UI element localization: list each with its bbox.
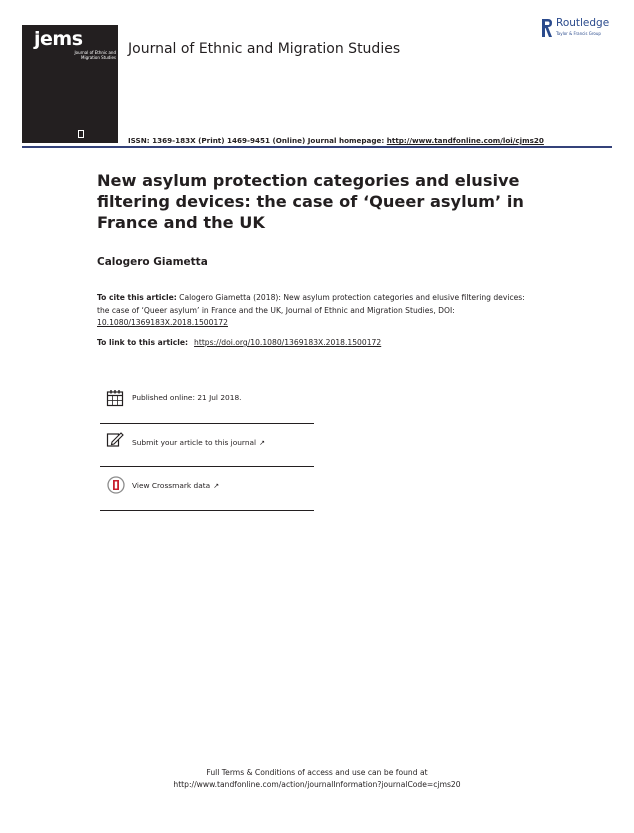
submit-article-label: Submit your article to this journal	[132, 438, 257, 447]
journal-homepage-link[interactable]: http://www.tandfonline.com/loi/cjms20	[386, 136, 544, 145]
crossmark-label: View Crossmark data	[132, 481, 211, 490]
header-rule	[22, 146, 612, 148]
calendar-icon	[106, 389, 124, 407]
divider	[100, 510, 314, 511]
link-line	[97, 338, 381, 347]
edit-icon	[106, 431, 124, 449]
terms-url[interactable]: http://www.tandfonline.com/action/journalInformation?journalCode=cjms20	[173, 780, 461, 789]
cite-label: To cite this article:	[97, 293, 177, 302]
routledge-logo-icon	[540, 17, 554, 39]
doi-link[interactable]: 10.1080/1369183X.2018.1500172	[97, 318, 228, 327]
external-link-icon: ↗	[213, 482, 220, 490]
link-label: To link to this article:	[97, 338, 189, 347]
crossmark-link[interactable]	[132, 481, 219, 490]
published-date: Published online: 21 Jul 2018.	[132, 393, 242, 402]
cover-logo: jems	[34, 28, 83, 50]
divider	[100, 466, 314, 467]
article-title: New asylum protection categories and elusive filtering devices: the case of ‘Queer asylum’ in France and the UK	[97, 171, 524, 232]
terms-text: Full Terms & Conditions of access and use can be found at	[206, 768, 428, 777]
article-url-link[interactable]: https://doi.org/10.1080/1369183X.2018.1500172	[194, 338, 382, 347]
external-link-icon: ↗	[259, 439, 265, 447]
cite-text: Calogero Giametta (2018): New asylum protection categories and elusive filtering devices: the case of ‘Queer asylum’ in France and the UK, Journal of Ethnic and Migration Studies, DOI:	[97, 293, 525, 315]
issn-line	[128, 136, 544, 145]
article-author: Calogero Giametta	[97, 256, 208, 268]
publisher-tagline: Taylor & Francis Group	[556, 31, 601, 36]
divider	[100, 423, 314, 424]
issn-text: ISSN: 1369-183X (Print) 1469-9451 (Online) Journal homepage:	[128, 136, 387, 145]
crossmark-icon	[107, 476, 125, 494]
citation-block	[97, 292, 537, 330]
publisher-name: Routledge	[556, 17, 610, 29]
cover-publisher-icon	[78, 130, 84, 138]
submit-article-link[interactable]	[132, 438, 265, 447]
cover-subtitle: Journal of Ethnic and Migration Studies	[74, 50, 116, 60]
journal-title: Journal of Ethnic and Migration Studies	[128, 41, 401, 57]
